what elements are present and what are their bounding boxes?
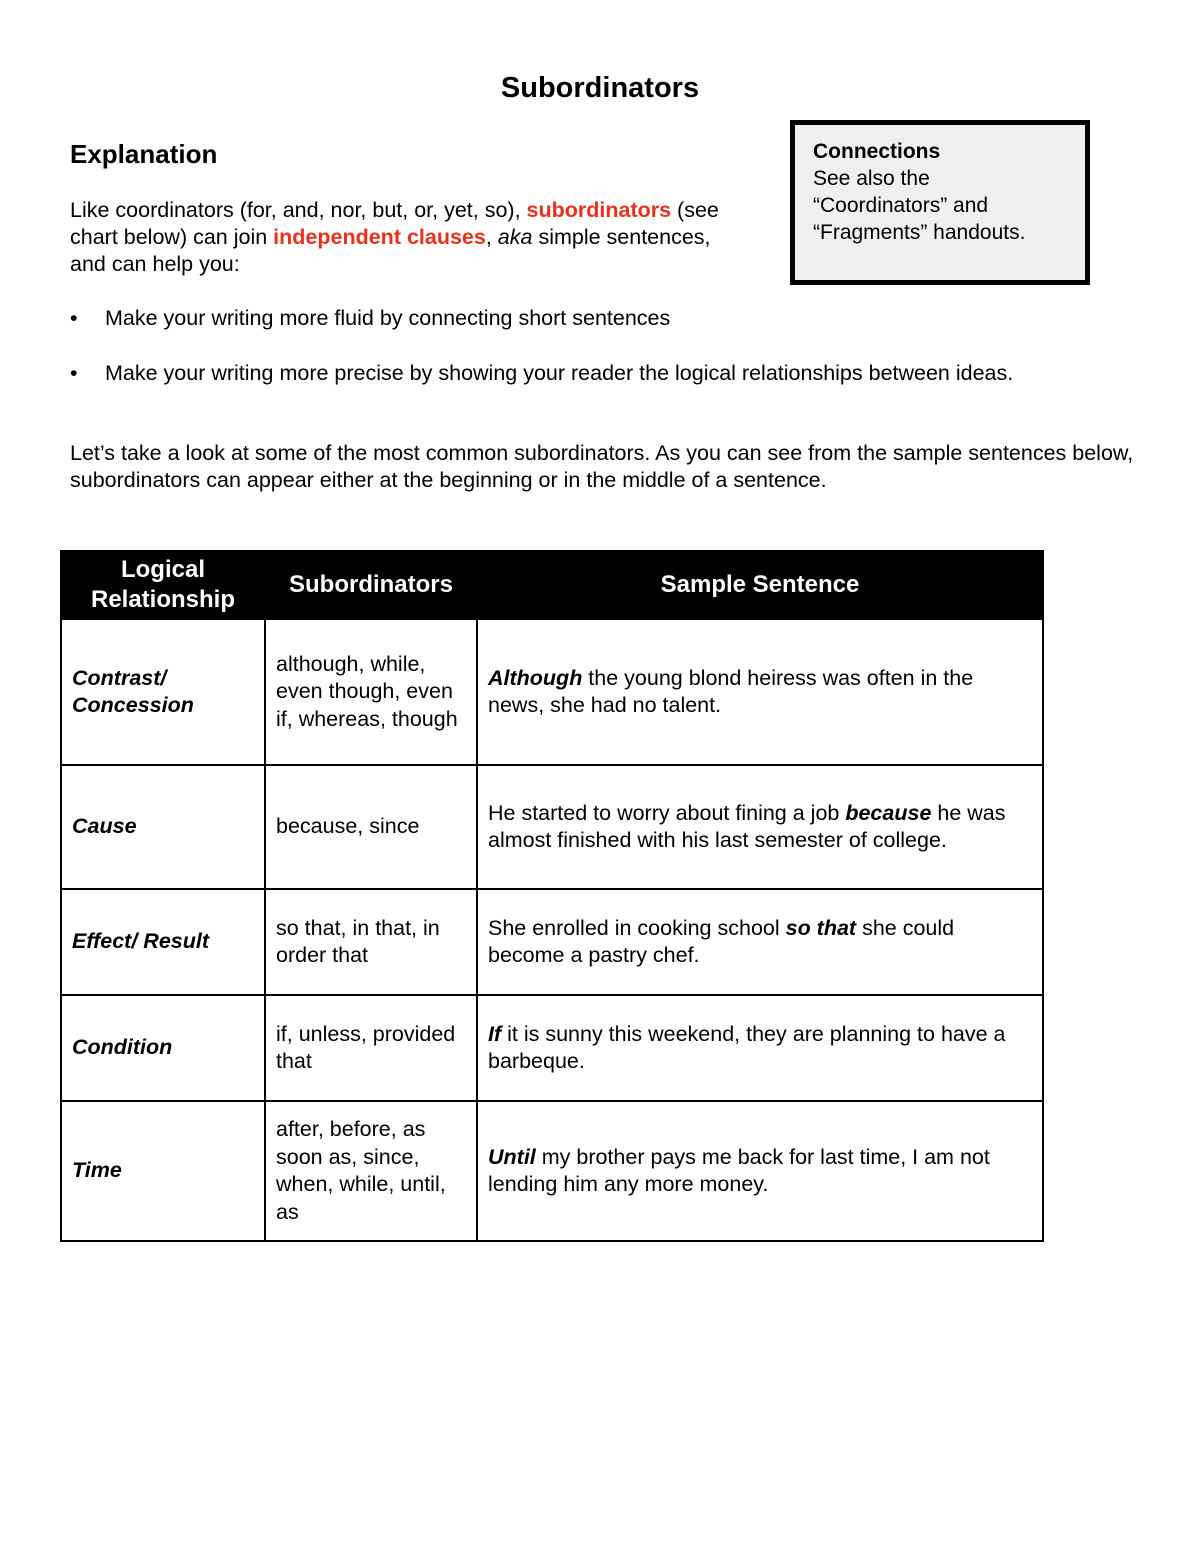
subordinator-keyword: because [845, 800, 932, 825]
explanation-heading: Explanation [70, 139, 218, 169]
list-item [70, 359, 1150, 414]
table-row [61, 619, 1043, 765]
connections-text: See also the “Coordinators” and “Fragments” handouts. [813, 167, 1026, 244]
sentence-text: it is sunny this weekend, they are planning to have a barbeque. [488, 1021, 1006, 1073]
intro-text: simple sentences, and can help you: [70, 225, 711, 276]
closing-paragraph: Let’s take a look at some of the most common subordinators. As you can see from the sample sentences below, subordinators can appear either at the beginning or in the middle of a sentence. [70, 441, 1134, 492]
bullet-text: Make your writing more fluid by connecting short sentences [105, 306, 671, 330]
relationship-cell: Cause [61, 765, 265, 889]
subordinators-table [60, 550, 1044, 1242]
intro-text: , [485, 225, 498, 249]
header-logical-relationship: Logical Relationship [61, 551, 265, 619]
sample-sentence-cell [477, 995, 1043, 1101]
sample-sentence-cell [477, 889, 1043, 995]
sentence-text: he was almost finished with his last semester of college. [488, 800, 1006, 852]
subordinator-keyword: Although [488, 665, 583, 690]
table-header-row [61, 551, 1043, 619]
subordinator-keyword: If [488, 1021, 502, 1046]
subordinators-cell: after, before, as soon as, since, when, while, until, as [265, 1101, 477, 1241]
intro-text: Like coordinators (for, and, nor, but, or, yet, so), [70, 198, 527, 222]
table-row [61, 889, 1043, 995]
intro-paragraph [70, 197, 750, 278]
connections-box [790, 120, 1090, 285]
sentence-text: she could become a pastry chef. [488, 915, 955, 967]
benefits-list [70, 304, 1150, 414]
subordinator-keyword: so that [785, 915, 857, 940]
aka-italic: aka [497, 225, 533, 249]
page-title: Subordinators [500, 72, 700, 104]
header-subordinators: Subordinators [265, 551, 477, 619]
sentence-text: the young blond heiress was often in the news, she had no talent. [488, 665, 974, 717]
subordinators-cell: if, unless, provided that [265, 995, 477, 1101]
bullet-icon: • [70, 306, 78, 330]
table-row [61, 995, 1043, 1101]
sample-sentence-cell [477, 765, 1043, 889]
subordinators-cell: because, since [265, 765, 477, 889]
sample-sentence-cell [477, 1101, 1043, 1241]
list-item [70, 304, 1150, 359]
bullet-icon: • [70, 361, 78, 385]
sample-sentence-cell [477, 619, 1043, 765]
sentence-text: my brother pays me back for last time, I am not lending him any more money. [488, 1144, 990, 1196]
intro-text: (see chart below) can join [70, 198, 719, 249]
relationship-cell: Contrast/ Concession [61, 619, 265, 765]
subordinators-cell: although, while, even though, even if, whereas, though [265, 619, 477, 765]
subordinators-highlight: subordinators [526, 198, 672, 222]
header-sample-sentence: Sample Sentence [477, 551, 1043, 619]
table-row [61, 765, 1043, 889]
relationship-cell: Effect/ Result [61, 889, 265, 995]
relationship-cell: Time [61, 1101, 265, 1241]
bullet-text: Make your writing more precise by showing your reader the logical relationships between ideas. [105, 361, 1014, 385]
subordinator-keyword: Until [488, 1144, 536, 1169]
sentence-text: He started to worry about fining a job [488, 800, 846, 825]
sentence-text: She enrolled in cooking school [488, 915, 786, 940]
relationship-cell: Condition [61, 995, 265, 1101]
subordinators-cell: so that, in that, in order that [265, 889, 477, 995]
table-row [61, 1101, 1043, 1241]
connections-title: Connections [813, 140, 941, 163]
independent-clauses-highlight: independent clauses [273, 225, 486, 249]
